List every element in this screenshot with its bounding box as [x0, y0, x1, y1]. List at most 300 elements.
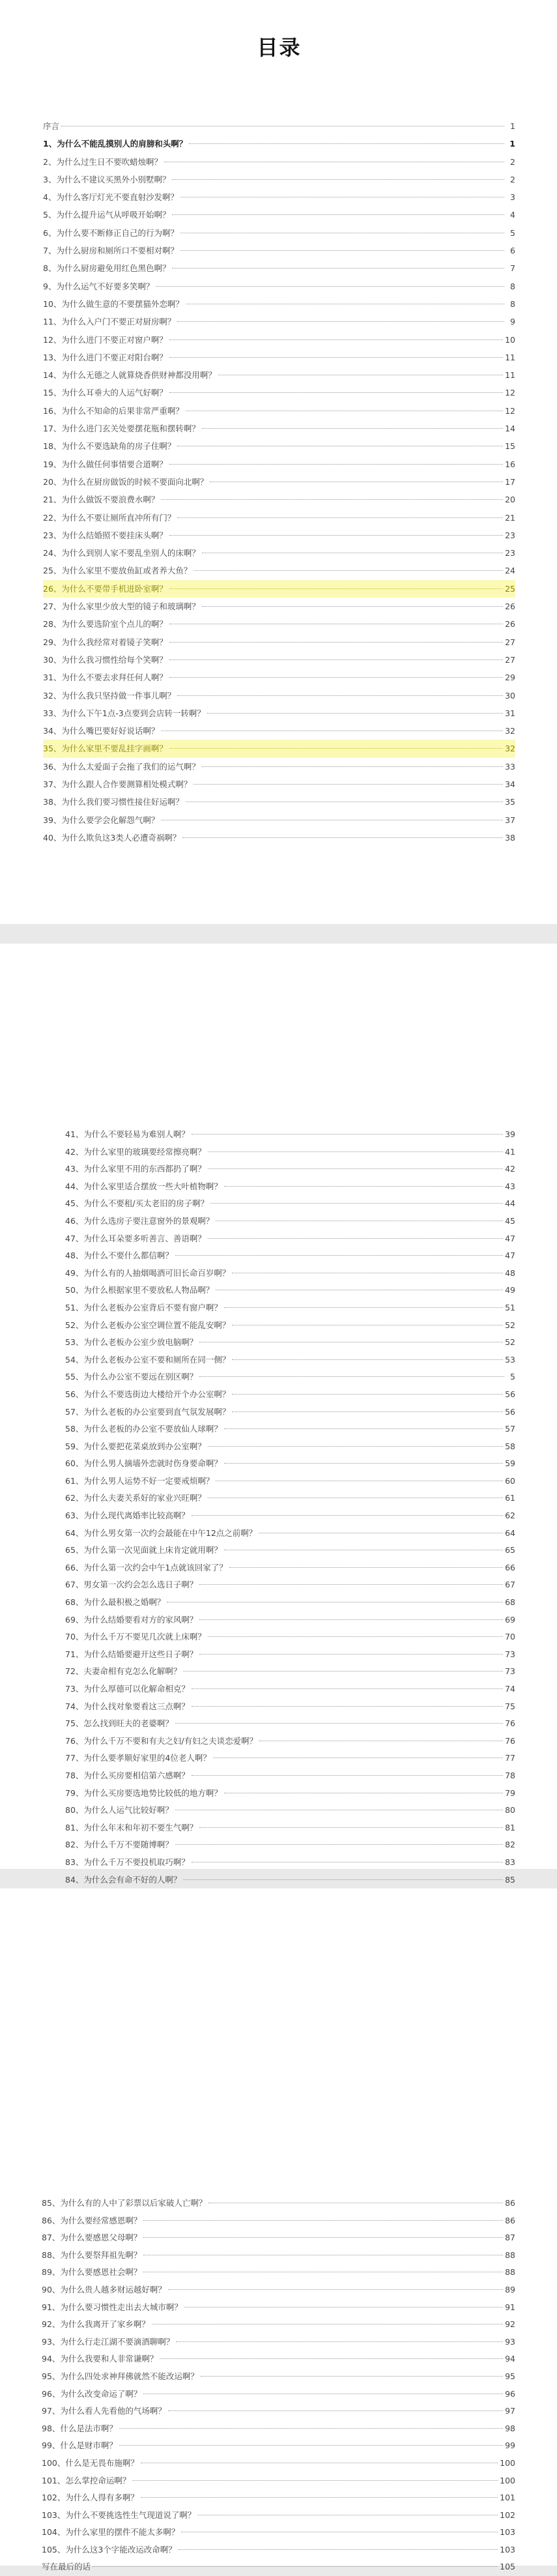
- toc-page-2: [0, 944, 557, 1885]
- toc-page-number: 27: [505, 637, 515, 647]
- toc-entry-title: 11、为什么入户门不要正对厨房啊？: [43, 317, 176, 327]
- toc-entry[interactable]: [42, 2247, 515, 2265]
- toc-page-number: 20: [505, 495, 515, 505]
- toc-entry[interactable]: [65, 1836, 515, 1854]
- toc-page-number: 32: [505, 726, 515, 736]
- toc-dot-leader: [224, 1186, 503, 1187]
- toc-dot-leader: [202, 766, 503, 767]
- toc-page-number: 1: [509, 139, 515, 149]
- toc-entry[interactable]: [43, 509, 515, 527]
- toc-entry-title: 33、为什么下午1点-3点要到会店转一转啊？: [43, 708, 205, 718]
- toc-entry[interactable]: [43, 135, 515, 152]
- toc-entry[interactable]: [65, 1525, 515, 1542]
- toc-entry-title: 71、为什么结婚要避开这些日子啊？: [65, 1649, 198, 1659]
- toc-entry[interactable]: [65, 1663, 515, 1681]
- toc-entry[interactable]: [42, 2403, 515, 2420]
- toc-page-number: 35: [505, 797, 515, 807]
- toc-dot-leader: [168, 2289, 503, 2290]
- toc-page-number: 9: [510, 317, 515, 327]
- toc-dot-leader: [193, 784, 503, 785]
- toc-entry[interactable]: [43, 722, 515, 740]
- toc-entry[interactable]: [65, 1438, 515, 1456]
- toc-page-number: 10: [505, 334, 515, 345]
- toc-entry-title: 102、为什么人得有多啊？: [42, 2493, 139, 2503]
- toc-entry-title: 26、为什么不要带手机进卧室啊？: [43, 583, 167, 594]
- toc-entry[interactable]: [65, 1144, 515, 1161]
- toc-entry-title: 46、为什么选房子要注意窗外的景观啊？: [65, 1215, 214, 1226]
- toc-entry[interactable]: [43, 456, 515, 473]
- toc-page-number: 62: [505, 1511, 515, 1521]
- toc-entry[interactable]: [65, 1767, 515, 1785]
- toc-dot-leader: [169, 588, 503, 589]
- toc-dot-leader: [169, 392, 503, 393]
- toc-page-number: 76: [505, 1735, 515, 1746]
- toc-entry-title: 4、为什么客厅灯光不要直射沙发啊？: [43, 192, 179, 203]
- toc-entry[interactable]: [42, 2507, 515, 2525]
- toc-page-number: 67: [505, 1580, 515, 1590]
- toc-dot-leader: [184, 2307, 503, 2308]
- toc-entry[interactable]: [43, 740, 515, 757]
- toc-entry[interactable]: [65, 1612, 515, 1629]
- toc-entry-title: 13、为什么进门不要正对阳台啊？: [43, 352, 167, 362]
- toc-entry-title: 65、为什么第一次见面就上床肯定就用啊？: [65, 1545, 222, 1556]
- toc-entry-title: 57、为什么老板的办公室要到直气氛发展啊？: [65, 1406, 231, 1417]
- toc-dot-leader: [232, 1394, 503, 1395]
- toc-entry-title: 2、为什么过生日不要吹蜡烛啊？: [43, 156, 162, 167]
- toc-entry[interactable]: [65, 1802, 515, 1819]
- toc-entry[interactable]: [42, 2558, 515, 2576]
- toc-entry[interactable]: [43, 580, 515, 598]
- toc-page-number: 14: [505, 424, 515, 434]
- toc-entry[interactable]: [42, 2299, 515, 2317]
- toc-entry[interactable]: [43, 473, 515, 491]
- toc-entry[interactable]: [42, 2212, 515, 2230]
- toc-entry[interactable]: [65, 1473, 515, 1490]
- toc-page-number: 64: [505, 1527, 515, 1538]
- toc-entry[interactable]: [43, 829, 515, 847]
- toc-entry-title: 34、为什么嘴巴要好好说话啊？: [43, 726, 160, 736]
- toc-entry-title: 74、为什么找对象要看这三点啊？: [65, 1701, 190, 1711]
- toc-entry-title: 72、夫妻命相有克怎么化解啊？: [65, 1666, 182, 1677]
- toc-entry-title: 78、为什么买房要相信第六感啊？: [65, 1770, 190, 1780]
- toc-entry-title: 104、为什么家里的摆件不能太多啊？: [42, 2527, 180, 2538]
- toc-entry[interactable]: [65, 1265, 515, 1282]
- toc-entry[interactable]: [43, 704, 515, 722]
- toc-dot-leader: [93, 2566, 498, 2567]
- toc-dot-leader: [143, 2237, 503, 2238]
- toc-entry-title: 29、为什么我经常对着镜子笑啊？: [43, 637, 167, 647]
- toc-entry-title: 99、什么是财市啊？: [42, 2440, 117, 2451]
- toc-entry[interactable]: [65, 1628, 515, 1646]
- toc-page-number: 65: [505, 1545, 515, 1556]
- toc-entry[interactable]: [65, 1872, 515, 1889]
- toc-page-number: 7: [510, 263, 515, 274]
- toc-page-number: 56: [505, 1406, 515, 1417]
- toc-entry[interactable]: [65, 1819, 515, 1837]
- toc-entry[interactable]: [65, 1126, 515, 1144]
- toc-entry[interactable]: [43, 278, 515, 295]
- toc-dot-leader: [161, 499, 503, 500]
- toc-dot-leader: [169, 659, 503, 660]
- toc-entry[interactable]: [42, 2264, 515, 2281]
- toc-dot-leader: [143, 2220, 503, 2221]
- toc-page-number: 44: [505, 1198, 515, 1209]
- toc-entry[interactable]: [43, 206, 515, 224]
- toc-entry-title: 17、为什么进门玄关处要摆花瓶和摆转啊？: [43, 424, 200, 434]
- toc-dot-leader: [168, 2410, 503, 2411]
- toc-entry[interactable]: [43, 171, 515, 188]
- toc-entry-title: 88、为什么要祭拜祖先啊？: [42, 2250, 142, 2260]
- toc-dot-leader: [172, 214, 504, 215]
- toc-page-number: 61: [505, 1493, 515, 1503]
- toc-entry-title: 58、为什么老板的办公室不要放仙人球啊？: [65, 1424, 222, 1434]
- toc-page-number: 100: [500, 2457, 515, 2468]
- toc-entry[interactable]: [65, 1715, 515, 1733]
- toc-entry-title: 22、为什么不要让厕所直冲所有门？: [43, 512, 176, 523]
- toc-page-number: 73: [505, 1649, 515, 1659]
- toc-page-number: 86: [505, 2198, 515, 2208]
- toc-entry[interactable]: [43, 527, 515, 544]
- toc-entry[interactable]: [43, 811, 515, 829]
- toc-page-number: 37: [505, 815, 515, 825]
- toc-entry[interactable]: [65, 1352, 515, 1369]
- toc-entry-title: 24、为什么到别人家不要乱坐别人的床啊？: [43, 548, 200, 558]
- toc-entry-title: 84、为什么会有命不好的人啊？: [65, 1874, 182, 1885]
- toc-entry[interactable]: [43, 491, 515, 508]
- toc-entry-title: 45、为什么不要租/买太老旧的房子啊？: [65, 1198, 209, 1209]
- toc-entry[interactable]: [43, 687, 515, 704]
- toc-page-number: 98: [505, 2423, 515, 2433]
- toc-page-number: 6: [510, 246, 515, 256]
- toc-entry[interactable]: [65, 1750, 515, 1767]
- toc-entry-title: 44、为什么家里适合摆放一些大叶植物啊？: [65, 1181, 222, 1191]
- toc-entry[interactable]: [43, 420, 515, 437]
- toc-entry[interactable]: [43, 366, 515, 384]
- toc-page-number: 75: [505, 1701, 515, 1711]
- toc-entry[interactable]: [65, 1161, 515, 1178]
- toc-entry[interactable]: [43, 153, 515, 171]
- toc-dot-leader: [160, 2358, 503, 2359]
- toc-entry[interactable]: [42, 2524, 515, 2541]
- toc-page-number: 89: [505, 2284, 515, 2294]
- toc-entry[interactable]: [43, 313, 515, 330]
- toc-entry[interactable]: [65, 1646, 515, 1664]
- toc-entry-title: 81、为什么年末和年初不要生气啊？: [65, 1822, 198, 1832]
- toc-page-number: 39: [505, 1129, 515, 1139]
- toc-page-number: 47: [505, 1251, 515, 1261]
- toc-entry[interactable]: [42, 2229, 515, 2247]
- toc-page-number: 88: [505, 2267, 515, 2278]
- toc-entry-title: 91、为什么要习惯性走出去大城市啊？: [42, 2302, 182, 2312]
- toc-page-number: 30: [505, 690, 515, 701]
- toc-page-number: 3: [510, 192, 515, 203]
- toc-dot-leader: [132, 2480, 498, 2481]
- toc-entry-title: 15、为什么耳垂大的人运气好啊？: [43, 388, 167, 398]
- toc-dot-leader: [208, 1151, 503, 1152]
- toc-entry[interactable]: [65, 1195, 515, 1213]
- toc-entry[interactable]: [65, 1507, 515, 1525]
- toc-dot-leader: [169, 535, 503, 536]
- toc-entry-title: 3、为什么不建议买黑外小别墅啊？: [43, 174, 171, 184]
- toc-page-number: 83: [505, 1857, 515, 1867]
- toc-page-number: 23: [505, 548, 515, 558]
- toc-page-number: 92: [505, 2319, 515, 2330]
- toc-page-number: 105: [500, 2562, 515, 2572]
- toc-entry[interactable]: [43, 259, 515, 277]
- toc-entry[interactable]: [65, 1213, 515, 1230]
- toc-page-number: 100: [500, 2475, 515, 2485]
- toc-entry-title: 38、为什么我们要习惯性接住好运啊？: [43, 797, 184, 807]
- toc-entry[interactable]: [43, 242, 515, 259]
- toc-dot-leader: [224, 1428, 503, 1429]
- toc-entry-title: 18、为什么不要选缺角的房子住啊？: [43, 441, 176, 452]
- toc-page-1: [0, 0, 557, 924]
- toc-page-number: 1: [510, 121, 515, 131]
- toc-dot-leader: [224, 1307, 503, 1308]
- toc-page-number: 31: [505, 708, 515, 718]
- toc-entry[interactable]: [42, 2437, 515, 2455]
- toc-entry[interactable]: [42, 2455, 515, 2472]
- toc-entry[interactable]: [65, 1178, 515, 1196]
- toc-entry-title: 100、什么是无畏布施啊？: [42, 2457, 139, 2468]
- toc-entry[interactable]: [42, 2489, 515, 2507]
- toc-entry[interactable]: [65, 1334, 515, 1352]
- toc-dot-leader: [180, 250, 504, 251]
- toc-page-number: 29: [505, 673, 515, 683]
- toc-dot-leader: [199, 1619, 503, 1620]
- toc-entry-title: 93、为什么行走江湖不要滴酒聊啊？: [42, 2336, 175, 2347]
- toc-entry[interactable]: [43, 669, 515, 686]
- toc-entry-title: 50、为什么根据家里不要放私人物品啊？: [65, 1285, 214, 1295]
- toc-entry[interactable]: [65, 1594, 515, 1612]
- toc-dot-leader: [175, 1844, 503, 1845]
- toc-entry[interactable]: [65, 1247, 515, 1265]
- toc-entry-title: 103、为什么不要挑选性生气现道说了啊？: [42, 2510, 196, 2520]
- toc-entry-title: 37、为什么跟人合作要测算相处模式啊？: [43, 779, 192, 789]
- toc-page-number: 23: [505, 530, 515, 540]
- toc-page-number: 2: [510, 156, 515, 167]
- toc-entry-title: 97、为什么看人先看他的气场啊？: [42, 2406, 166, 2416]
- toc-entry[interactable]: [42, 2368, 515, 2386]
- toc-entry[interactable]: [43, 793, 515, 811]
- toc-entry[interactable]: [43, 633, 515, 651]
- toc-page-number: 4: [510, 210, 515, 220]
- toc-entry[interactable]: [65, 1230, 515, 1248]
- toc-dot-leader: [189, 143, 504, 144]
- toc-entry[interactable]: [43, 775, 515, 793]
- toc-page-number: 8: [510, 281, 515, 291]
- toc-entry-title: 85、为什么有的人中了彩票以后家破人亡啊？: [42, 2198, 207, 2208]
- toc-entry[interactable]: [42, 2316, 515, 2334]
- toc-entry-title: 75、怎么找到旺夫的老婆啊？: [65, 1718, 173, 1729]
- toc-page-number: 82: [505, 1840, 515, 1850]
- toc-entry[interactable]: [42, 2351, 515, 2368]
- toc-entry-title: 6、为什么要不断修正自己的行为啊？: [43, 227, 179, 238]
- toc-dot-leader: [177, 695, 503, 696]
- toc-page-number: 11: [505, 370, 515, 381]
- toc-entry[interactable]: [43, 117, 515, 135]
- toc-page-number: 51: [505, 1302, 515, 1312]
- toc-page-number: 95: [505, 2371, 515, 2381]
- toc-entry-title: 写在最后的话: [42, 2562, 91, 2572]
- toc-page-number: 101: [500, 2493, 515, 2503]
- toc-page-number: 103: [500, 2544, 515, 2554]
- toc-entry[interactable]: [43, 331, 515, 349]
- toc-page-number: 76: [505, 1718, 515, 1729]
- toc-entry[interactable]: [42, 2195, 515, 2212]
- toc-page-number: 52: [505, 1337, 515, 1348]
- toc-entry-title: 63、为什么现代离婚率比较高啊？: [65, 1511, 190, 1521]
- toc-entry[interactable]: [43, 544, 515, 562]
- toc-entry-title: 96、为什么改变命运了啊？: [42, 2388, 142, 2399]
- toc-entry[interactable]: [65, 1785, 515, 1802]
- toc-entry-title: 10、为什么做生意的不要摆猫外恋啊？: [43, 298, 184, 309]
- toc-page-number: 88: [505, 2250, 515, 2260]
- toc-page-number: 5: [510, 1372, 515, 1382]
- toc-entry[interactable]: [65, 1559, 515, 1577]
- toc-entry[interactable]: [43, 224, 515, 242]
- toc-entry[interactable]: [43, 349, 515, 366]
- toc-entry[interactable]: [65, 1386, 515, 1404]
- toc-dot-leader: [232, 1411, 503, 1412]
- toc-page-number: 69: [505, 1614, 515, 1625]
- toc-entry-title: 94、为什么我要和人非常谦啊？: [42, 2354, 158, 2364]
- toc-entry[interactable]: [65, 1299, 515, 1317]
- toc-page-number: 32: [505, 744, 515, 754]
- toc-entry-title: 43、为什么家里不用的东西都扔了啊？: [65, 1164, 206, 1174]
- toc-entry-title: 55、为什么办公室不要远在别区啊？: [65, 1372, 198, 1382]
- toc-entry[interactable]: [43, 402, 515, 420]
- toc-entry-title: 36、为什么太爱面子会拖了我们的运气啊？: [43, 761, 200, 772]
- toc-entry-title: 23、为什么结婚照不要挂床头啊？: [43, 530, 167, 540]
- toc-dot-leader: [169, 677, 503, 678]
- toc-entry[interactable]: [65, 1698, 515, 1716]
- toc-entry[interactable]: [65, 1317, 515, 1335]
- toc-entry[interactable]: [65, 1421, 515, 1438]
- toc-entry-title: 序言: [43, 121, 60, 131]
- toc-entry-title: 86、为什么要经常感恩啊？: [42, 2215, 142, 2225]
- toc-entry[interactable]: [65, 1490, 515, 1507]
- toc-page-number: 12: [505, 388, 515, 398]
- toc-entry-title: 61、为什么男人运势不好一定要戒烦啊？: [65, 1475, 214, 1486]
- toc-entry[interactable]: [42, 2334, 515, 2351]
- toc-entry-title: 14、为什么无德之人就算烧香供财神都没用啊？: [43, 370, 216, 381]
- toc-page-number: 73: [505, 1666, 515, 1677]
- toc-dot-leader: [182, 837, 503, 838]
- toc-page-number: 11: [505, 352, 515, 362]
- toc-entry[interactable]: [65, 1854, 515, 1872]
- toc-page-number: 103: [500, 2527, 515, 2538]
- toc-page-number: 56: [505, 1389, 515, 1399]
- toc-entry[interactable]: [42, 2420, 515, 2438]
- toc-entry-title: 68、为什么最积极之婚啊？: [65, 1597, 165, 1608]
- toc-dot-leader: [192, 1134, 503, 1135]
- toc-page-number: 74: [505, 1684, 515, 1694]
- toc-page-number: 24: [505, 566, 515, 576]
- toc-entry-title: 54、为什么老板办公室不要和厕所在同一侧？: [65, 1354, 231, 1365]
- toc-page-number: 25: [505, 583, 515, 594]
- toc-page-number: 26: [505, 601, 515, 612]
- toc-entry-title: 67、男女第一次约会怎么选日子啊？: [65, 1580, 198, 1590]
- toc-page-number: 94: [505, 2354, 515, 2364]
- toc-entry[interactable]: [65, 1576, 515, 1594]
- toc-entry[interactable]: [65, 1733, 515, 1750]
- toc-entry-title: 98、什么是法市啊？: [42, 2423, 117, 2433]
- toc-page-number: 2: [510, 174, 515, 184]
- toc-entry[interactable]: [43, 188, 515, 206]
- toc-entry-title: 48、为什么不要什么都信啊？: [65, 1251, 173, 1261]
- toc-entry[interactable]: [65, 1404, 515, 1421]
- toc-entry-title: 76、为什么千万不要和有夫之妇/有妇之夫谈恋爱啊？: [65, 1735, 258, 1746]
- toc-entry[interactable]: [43, 384, 515, 401]
- toc-page-number: 43: [505, 1181, 515, 1191]
- toc-entry-title: 82、为什么千万不要随博啊？: [65, 1840, 173, 1850]
- toc-entry-title: 30、为什么我习惯性给每个笑啊？: [43, 654, 167, 665]
- toc-entry[interactable]: [65, 1681, 515, 1698]
- toc-page-number: 99: [505, 2440, 515, 2451]
- toc-dot-leader: [183, 1671, 503, 1672]
- toc-entry[interactable]: [42, 2386, 515, 2403]
- toc-entry-title: 25、为什么家里不要放鱼缸或者养大鱼？: [43, 566, 192, 576]
- toc-entry-title: 80、为什么人运气比较好啊？: [65, 1805, 173, 1816]
- toc-entry[interactable]: [43, 598, 515, 615]
- toc-page-number: 15: [505, 441, 515, 452]
- toc-page-number: 70: [505, 1632, 515, 1642]
- toc-entry-title: 21、为什么做饭不要浪费水啊？: [43, 495, 160, 505]
- toc-entry-title: 101、怎么掌控命运啊？: [42, 2475, 131, 2485]
- toc-entry-title: 1、为什么不能乱摸别人的肩膀和头啊？: [43, 139, 188, 149]
- toc-entry-title: 90、为什么贵人越多财运越好啊？: [42, 2284, 166, 2294]
- toc-page-number: 58: [505, 1441, 515, 1451]
- toc-entry[interactable]: [42, 2281, 515, 2299]
- toc-entry[interactable]: [43, 562, 515, 579]
- toc-page-number: 21: [505, 512, 515, 523]
- toc-entry[interactable]: [65, 1282, 515, 1299]
- toc-dot-leader: [201, 2376, 503, 2377]
- toc-entry[interactable]: [43, 758, 515, 775]
- toc-dot-leader: [175, 1255, 503, 1256]
- toc-entry-title: 42、为什么家里的玻璃要经常擦亮啊？: [65, 1146, 206, 1157]
- toc-page-number: 41: [505, 1146, 515, 1157]
- toc-entry[interactable]: [65, 1542, 515, 1559]
- toc-page-number: 52: [505, 1320, 515, 1330]
- toc-page-number: 79: [505, 1787, 515, 1798]
- toc-page-number: 96: [505, 2388, 515, 2399]
- toc-dot-leader: [193, 570, 503, 571]
- toc-entry-title: 59、为什么要把花菜桌放到办公室啊？: [65, 1441, 206, 1451]
- toc-entry-title: 16、为什么不知命的后果非常严重啊？: [43, 405, 184, 416]
- toc-page-number: 33: [505, 761, 515, 772]
- toc-entry[interactable]: [43, 615, 515, 633]
- toc-entry-title: 39、为什么要学会化解怨气啊？: [43, 815, 160, 825]
- toc-entry-title: 27、为什么家里少放大型的镜子和玻璃啊？: [43, 601, 200, 612]
- toc-entry-title: 87、为什么要感恩父母啊？: [42, 2233, 142, 2243]
- toc-page-number: 91: [505, 2302, 515, 2312]
- toc-entry-title: 49、为什么有的人抽烟喝酒可旧长命百岁啊？: [65, 1267, 231, 1278]
- toc-dot-leader: [169, 464, 503, 465]
- toc-page-number: 77: [505, 1753, 515, 1763]
- toc-page-number: 97: [505, 2406, 515, 2416]
- toc-entry[interactable]: [43, 295, 515, 313]
- toc-dot-leader: [177, 517, 503, 518]
- toc-entry[interactable]: [65, 1455, 515, 1473]
- toc-entry[interactable]: [42, 2472, 515, 2490]
- toc-dot-leader: [176, 2341, 503, 2342]
- toc-entry[interactable]: [65, 1368, 515, 1386]
- toc-entry[interactable]: [42, 2541, 515, 2559]
- toc-entry[interactable]: [43, 437, 515, 455]
- toc-entry[interactable]: [43, 651, 515, 669]
